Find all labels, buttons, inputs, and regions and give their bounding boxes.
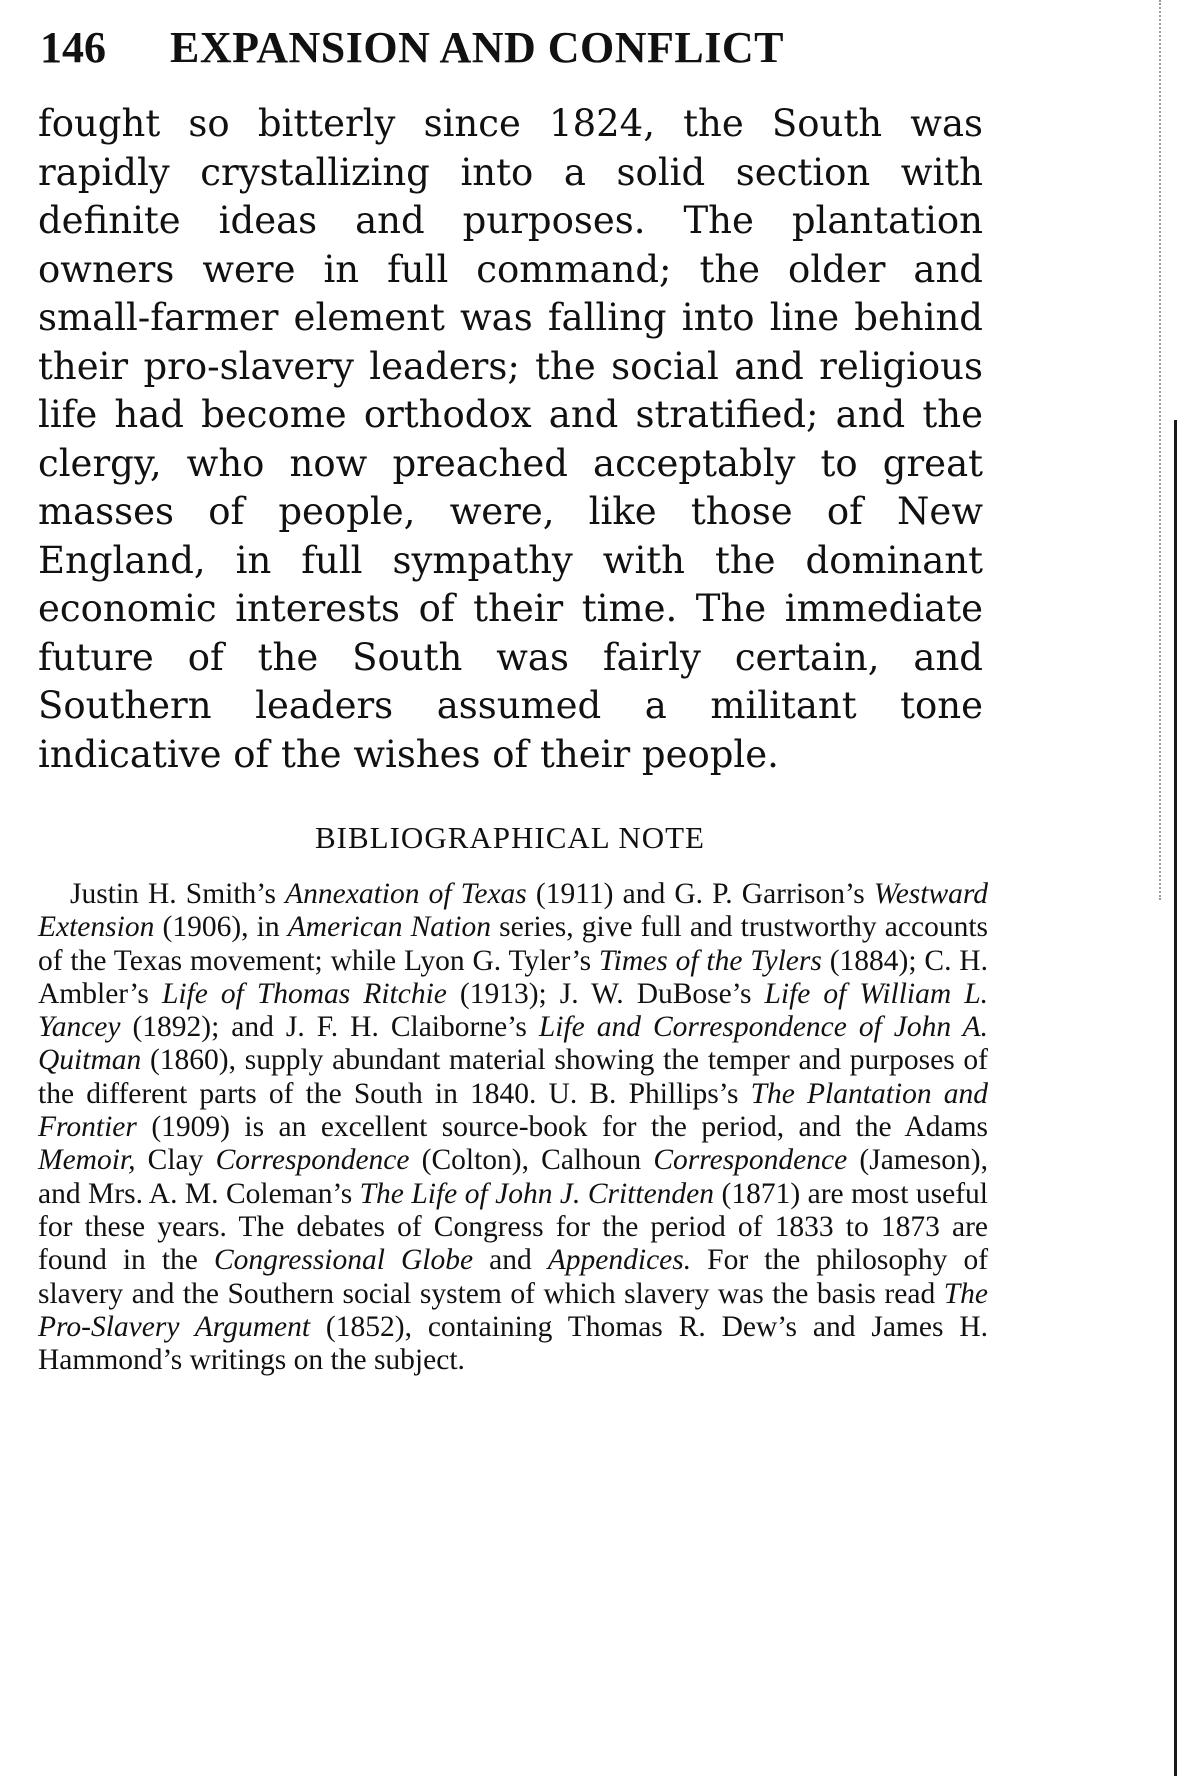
book-title: Westward Extension [38, 878, 989, 944]
note-text-segment: (1909) is an excellent source-book for the period, and the Adams [136, 1111, 988, 1144]
note-text-segment: Clay [135, 1144, 216, 1177]
book-title: The Pro-Slavery Argument [38, 1277, 988, 1343]
note-text-segment: For the philosophy of slavery and the Southern social system of which slavery was the basis read [38, 1244, 989, 1310]
note-text-segment: (1852), containing Thomas R. Dew’s and James H. Hammond’s writings on the subject. [38, 1310, 988, 1377]
note-text-segment: (1860), supply abundant material showing the temper and purposes of the different parts of the South in 1840. U. B. Phillips’s [38, 1044, 988, 1110]
scan-artifact-dotted-edge [1157, 0, 1161, 900]
note-text-segment: (1871) are most useful for these years. The debates of Congress for the period of 1833 to 1873 are found in the [38, 1177, 988, 1277]
book-title: Life of Thomas Ritchie [161, 977, 447, 1010]
body-paragraph: fought so bitterly since 1824, the South was rapidly crystallizing into a solid section with definite ideas and purposes. The plantation owners were in full command; the older and small-farmer element was falling into line behind their pro-slavery leaders; the social and religious life had become orthodox and stratified; and the clergy, who now preached acceptably to great masses of people, were, like those of New England, in full sympathy with the dominant economic interests of their time. The immediate future of the South was fairly certain, and Southern leaders assumed a militant tone indicative of the wishes of their people. [38, 102, 983, 776]
note-text-segment: (1884); C. H. Ambler’s [38, 944, 988, 1010]
page-number: 146 [40, 23, 106, 72]
book-title: Correspondence [653, 1144, 848, 1177]
bibliographical-note-title: BIBLIOGRAPHICAL NOTE [315, 820, 705, 855]
book-title: Life of William L. Yancey [38, 977, 989, 1044]
running-header [40, 22, 1040, 82]
note-text-segment: (1911) and G. P. Garrison’s [526, 878, 874, 910]
note-text-segment: and [473, 1244, 548, 1277]
book-title: Annexation of Texas [285, 878, 527, 910]
book-title: Correspondence [215, 1144, 410, 1177]
book-title: The Plantation and Frontier [38, 1077, 988, 1144]
note-text-segment: Justin H. Smith’s [70, 878, 286, 910]
note-text-segment: (1913); J. W. DuBose’s [446, 977, 765, 1010]
note-text-segment: (1892); and J. F. H. Claiborne’s [120, 1011, 539, 1044]
book-title: Life and Correspondence of John A. Quitman [38, 1011, 988, 1077]
note-text-segment: (1906), in [154, 911, 288, 944]
note-text-segment: series, give full and trustworthy accounts of the Texas movement; while Lyon G. Tyler’s [38, 911, 988, 977]
book-title: Appendices. [547, 1244, 692, 1277]
note-text-segment: (Colton), Calhoun [409, 1144, 654, 1177]
book-title: Memoir, [38, 1144, 136, 1177]
bibliographical-note-text [38, 878, 988, 1377]
scan-artifact-page-edge [1174, 420, 1177, 1776]
book-title: The Life of John J. Crittenden [359, 1177, 715, 1210]
note-text-segment: (Jameson), and Mrs. A. M. Coleman’s [38, 1144, 989, 1210]
book-title: Congressional Globe [213, 1244, 474, 1277]
running-head-title: EXPANSION AND CONFLICT [170, 23, 785, 72]
book-title: Times of the Tylers [598, 944, 822, 977]
book-title: American Nation [287, 911, 491, 944]
